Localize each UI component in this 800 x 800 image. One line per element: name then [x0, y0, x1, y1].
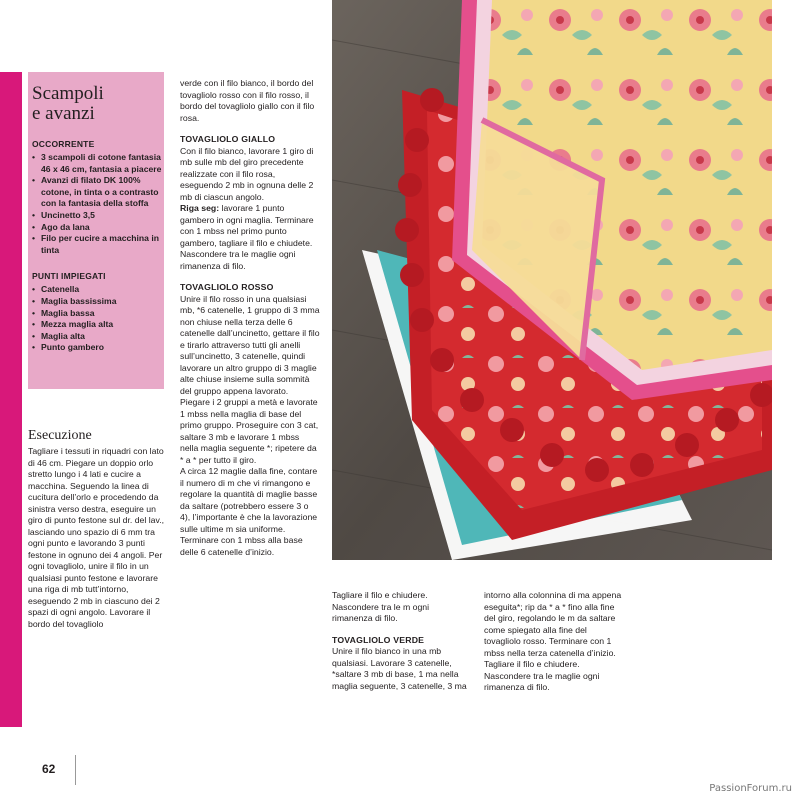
list-item: • Mezza maglia alta: [32, 319, 164, 331]
tovagliolo-rosso-text-2: A circa 12 maglie dalla fine, contare il numero di m che vi rimangono e regolare la quantità di maglie basse da saltare (potrebbero essere 3 o 4), l’importante è che la lavorazione sulle ultime m sia uniforme. Terminare con 1 mbss alla base delle 6 catenelle d’inizio.: [180, 466, 318, 557]
riga-seg-text: lavorare 1 punto gambero in ogni maglia. Terminare con 1 mbss nel primo punto gambero, tagliare il filo e chiudete. Nascondere tra le maglie ogni rimanenza di filo.: [180, 203, 314, 271]
list-item: • 3 scampoli di cotone fantasia 46 x 46 cm, fantasia a piacere: [32, 152, 164, 175]
page-divider: [75, 755, 76, 785]
list-item: • Maglia bassa: [32, 308, 164, 320]
list-item: • Filo per cucire a macchina in tinta: [32, 233, 164, 256]
tovagliolo-rosso-heading: TOVAGLIOLO ROSSO: [180, 282, 274, 292]
col3-intro: Tagliare il filo e chiudere. Nascondere tra le m ogni rimanenza di filo.: [332, 590, 430, 623]
riga-seg-paragraph: [180, 203, 320, 272]
column-3: [332, 590, 472, 692]
tovagliolo-rosso-text: Unire il filo rosso in una qualsiasi mb, *6 catenelle, 1 gruppo di 3 mma non chiuse nella terza delle 6 catenelle dall’uncinetto, gettare il filo e tirarlo attraverso tutti gli anelli sull’uncinetto, 3 catenelle, quindi lavorare un altro gruppo di 3 maglie alte chiuse insieme sulla sommità del gruppo appena lavorato. Piegare i 2 gruppi a metà e lavorate 1 mbss nella maglia di base del primo gruppo. Proseguire con 3 cat, saltare 3 mb e lavorare 1 mbss nella maglia seguente *; ripetere da * a * per tutto il giro.: [180, 293, 320, 465]
punti-list: [28, 284, 164, 354]
box-title-line1: Scampoli: [32, 83, 104, 104]
box-title: [32, 84, 164, 124]
occorrente-heading: OCCORRENTE: [32, 139, 95, 149]
tovagliolo-verde-text: Unire il filo bianco in una mb qualsiasi. Lavorare 3 catenelle, *saltare 3 mb di base, 1 ma nella maglia seguente, 3 catenelle, 3 ma: [332, 646, 467, 691]
list-item: • Catenella: [32, 284, 164, 296]
napkins-photo: [332, 0, 772, 560]
watermark: PassionForum.ru: [709, 783, 792, 794]
list-item: • Uncinetto 3,5: [32, 210, 164, 222]
tovagliolo-giallo-text: Con il filo bianco, lavorare 1 giro di mb sulle mb del giro precedente realizzate con il filo rosa, eseguendo 2 mb in ognuna delle 2 mb di ciascun angolo.: [180, 145, 314, 202]
col4-text: intorno alla colonnina di ma appena eseguita*; rip da * a * fino alla fine del giro, regolando le m da saltare come spiegato alla fine del tovagliolo rosso. Terminare con 1 mbss nella terza catenella d’inizio. Tagliare il filo e chiudere. Nascondere tra le maglie ogni rimanenza di filo.: [484, 590, 622, 692]
list-item: • Maglia alta: [32, 331, 164, 343]
box-title-line2: e avanzi: [32, 103, 95, 124]
page-number: 62: [42, 762, 56, 776]
magenta-edge-bar: [0, 72, 22, 727]
riga-seg-label: Riga seg:: [180, 203, 220, 213]
list-item: • Avanzi di filato DK 100% cotone, in tinta o a contrasto con la fantasia della stoffa: [32, 175, 164, 210]
tovagliolo-giallo-heading: TOVAGLIOLO GIALLO: [180, 134, 276, 144]
occorrente-list: [28, 152, 164, 256]
esecuzione-column: [28, 446, 166, 630]
column-4: [484, 590, 624, 694]
column-2: [180, 78, 320, 558]
materials-box: [28, 72, 164, 389]
list-item: • Ago da lana: [32, 222, 164, 234]
punti-heading: PUNTI IMPIEGATI: [32, 271, 106, 282]
list-item: • Maglia bassissima: [32, 296, 164, 308]
col2-intro: verde con il filo bianco, il bordo del tovagliolo rosso con il filo rosso, il bordo del tovagliolo giallo con il filo rosa.: [180, 78, 315, 123]
tovagliolo-verde-heading: TOVAGLIOLO VERDE: [332, 634, 425, 645]
esecuzione-text: Tagliare i tessuti in riquadri con lato di 46 cm. Piegare un doppio orlo stretto lungo i 4 lati e cucire a macchina. Seguendo la linea di cucitura dell’orlo e procedendo da sinistra verso destra, eseguire un giro di punto festone sul dr. del lav., lasciando uno spazio di 6 mm tra ogni punto e lavorando 3 punti festone in ognuno dei 4 angoli. Per ogni tovagliolo, unire il filo in un qualsiasi punto festone e lavorare una riga di mb tutt’intorno, eseguendo 2 mb in ciascuno dei 2 spazi di ogni angolo. Lavorare il bordo del tovagliolo: [28, 446, 165, 629]
esecuzione-title: Esecuzione: [28, 428, 92, 443]
list-item: • Punto gambero: [32, 342, 164, 354]
